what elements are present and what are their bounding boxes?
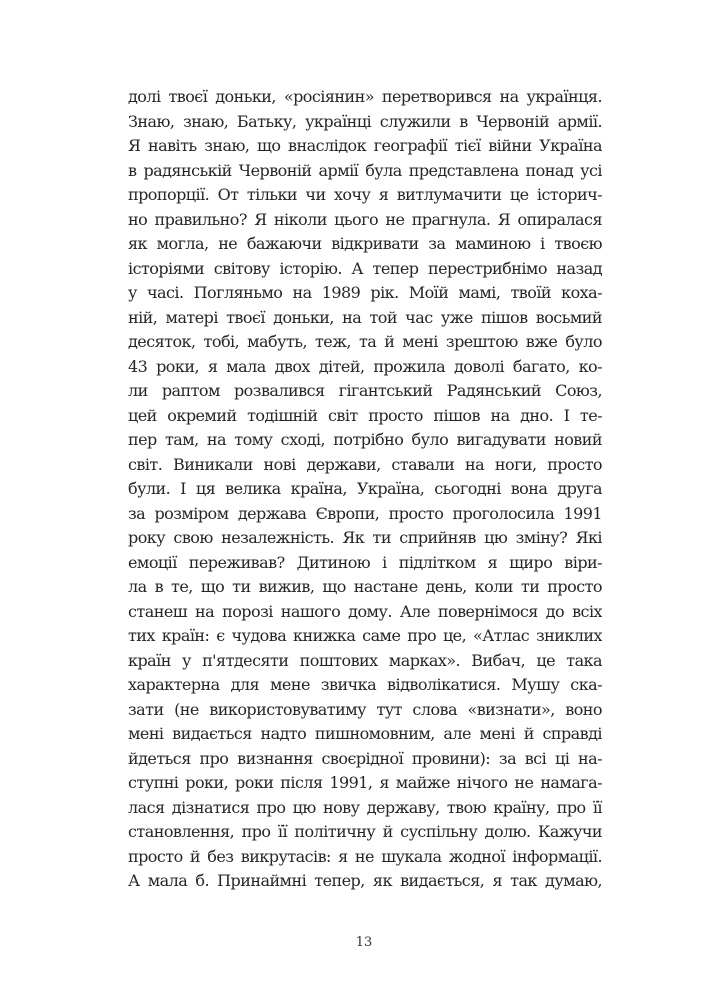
text-line: 43 роки, я мала двох дітей, прожила доволі багато, ко- [128, 356, 602, 376]
text-line: йдеться про визнання своєрідної провини): за всі ці на- [128, 748, 602, 768]
text-line: пер там, на тому сході, потрібно було вигадувати новий [128, 430, 602, 449]
text-line: світ. Виникали нові держави, ставали на ноги, просто [128, 454, 602, 474]
text-line: тих країн: є чудова книжка саме про це, «Атлас зниклих [128, 626, 602, 645]
text-line: но правильно? Я ніколи цього не прагнула. Я опиралася [128, 209, 602, 229]
text-line: десяток, тобі, мабуть, теж, та й мені зрештою вже було [128, 332, 602, 351]
text-line: ла в те, що ти вижив, що настане день, коли ти просто [128, 577, 602, 596]
text-line: Я навіть знаю, що внаслідок географії тієї війни Україна [128, 136, 602, 155]
text-line: в радянській Червоній армії була представлена понад усі [128, 160, 602, 180]
text-line: Знаю, знаю, Батьку, українці служили в Червоній армії. [128, 111, 602, 131]
text-line: пропорції. От тільки чи хочу я витлумачити це історич- [128, 185, 602, 204]
text-line: ли раптом розвалився гігантський Радянський Союз, [128, 381, 602, 400]
text-line: ній, матері твоєї доньки, на той час уже пішов восьмий [128, 307, 602, 327]
text-line: долі твоєї доньки, «росіянин» перетворився на українця. [128, 87, 602, 106]
text-line: року свою незалежність. Як ти сприйняв цю зміну? Які [128, 528, 602, 547]
text-line: як могла, не бажаючи відкривати за маминою і твоєю [128, 234, 602, 253]
page-body-text [128, 85, 602, 894]
text-line: емоції переживав? Дитиною і підлітком я щиро віри- [128, 552, 602, 572]
text-line: станеш на порозі нашого дому. Але повернімося до всіх [128, 601, 602, 621]
text-line: історіями світову історію. А тепер перестрибнімо назад [128, 258, 602, 278]
text-line: просто й без викрутасів: я не шукала жодної інформації. [128, 846, 602, 866]
text-line: становлення, про її політичну й суспільну долю. Кажучи [128, 822, 602, 841]
text-line: А мала б. Принаймні тепер, як видається, я так думаю, [128, 871, 602, 890]
text-line: країн у п'ятдесяти поштових марках». Вибач, це така [128, 650, 602, 670]
text-line: характерна для мене звичка відволікатися. Мушу ска- [128, 675, 602, 694]
text-line: зати (не використовуватиму тут слова «визнати», воно [128, 699, 602, 719]
text-line: цей окремий тодішній світ просто пішов на дно. І те- [128, 405, 602, 425]
text-line: ступні роки, роки після 1991, я майже нічого не намага- [128, 773, 602, 792]
text-line: були. І ця велика країна, Україна, сьогодні вона друга [128, 479, 602, 498]
text-line: мені видається надто пишномовним, але мені й справді [128, 724, 602, 743]
text-line: лася дізнатися про цю нову державу, твою країну, про її [128, 797, 602, 817]
text-line: у часі. Погляньмо на 1989 рік. Моїй мамі, твоїй коха- [128, 283, 602, 302]
page-number: 13 [355, 935, 373, 950]
text-line: за розміром держава Європи, просто проголосила 1991 [128, 503, 602, 523]
